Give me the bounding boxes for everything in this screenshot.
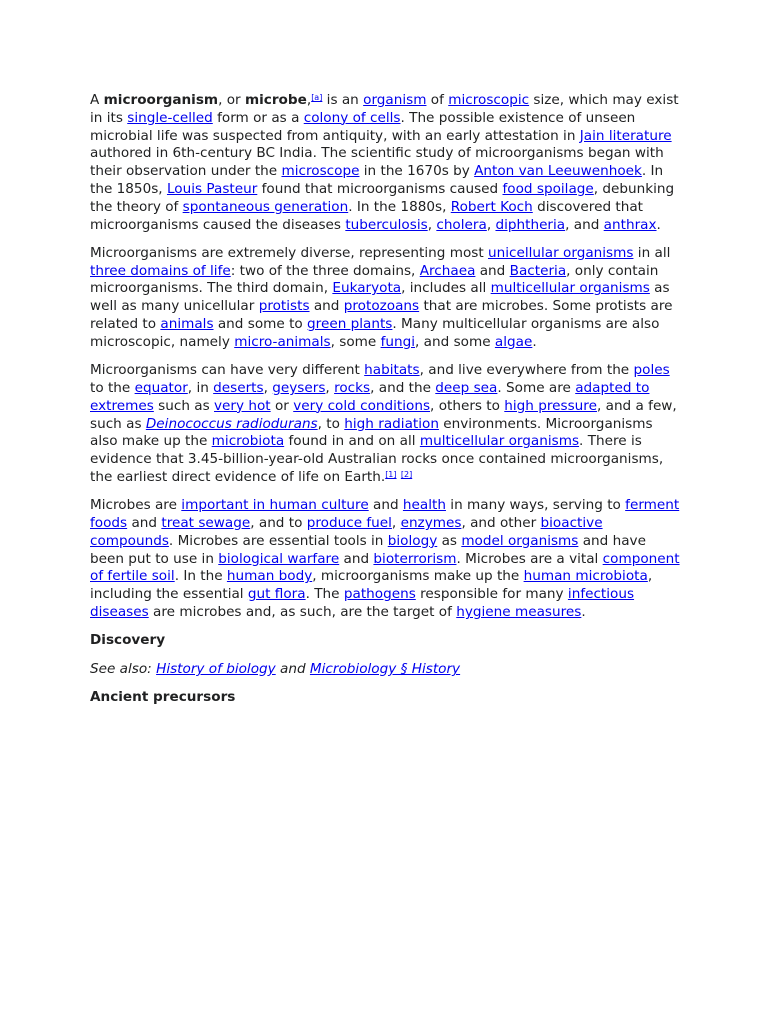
link-rocks[interactable]: rocks (334, 379, 371, 396)
text: and some to (213, 316, 308, 333)
text: , (263, 379, 273, 396)
text: and (127, 515, 162, 532)
link-fungi[interactable]: fungi (380, 333, 416, 350)
text: and have been put to use in (90, 532, 646, 567)
link-poles[interactable]: poles (633, 362, 670, 379)
link-microscope[interactable]: microscope (281, 163, 360, 180)
link-health[interactable]: health (402, 497, 446, 514)
text: . (532, 333, 537, 350)
link-multicellular-organisms[interactable]: multicellular organisms (490, 280, 650, 297)
text: in all (633, 244, 671, 261)
text: , (391, 515, 401, 532)
link-treat-sewage[interactable]: treat sewage (161, 515, 251, 532)
link-pathogens[interactable]: pathogens (343, 586, 416, 603)
link-unicellular-organisms[interactable]: unicellular organisms (488, 244, 634, 261)
text: . Many multicellular organisms are also microscopic, namely (90, 316, 660, 350)
text: of (426, 92, 449, 108)
link-very-cold-conditions[interactable]: very cold conditions (293, 397, 431, 414)
text: , includes all (401, 280, 491, 297)
link-algae[interactable]: algae (494, 333, 533, 350)
link-diphtheria[interactable]: diphtheria (495, 216, 566, 233)
text: size, which may exist in its (90, 92, 679, 126)
link-anton-van-leeuwenhoek[interactable]: Anton van Leeuwenhoek (474, 163, 642, 180)
link-hygiene-measures[interactable]: hygiene measures (456, 604, 582, 621)
link-colony-of-cells[interactable]: colony of cells (303, 109, 401, 126)
link-history-of-biology[interactable]: History of biology (156, 661, 276, 678)
link-high-radiation[interactable]: high radiation (344, 415, 439, 432)
link-three-domains-of-life[interactable]: three domains of life (90, 262, 231, 279)
link-very-hot[interactable]: very hot (214, 397, 271, 414)
text: and (275, 661, 310, 678)
link-bacteria[interactable]: Bacteria (509, 262, 567, 279)
text: , (306, 92, 312, 108)
link-microbiology-history[interactable]: Microbiology § History (309, 661, 461, 678)
text: environments. Microorganisms also make up the (90, 415, 653, 450)
link-deep-sea[interactable]: deep sea (435, 379, 498, 396)
link-bioterrorism[interactable]: bioterrorism (373, 550, 457, 567)
text: , some (330, 333, 381, 350)
link-adapted-to-extremes[interactable]: adapted to extremes (90, 379, 650, 414)
link-bioactive-compounds[interactable]: bioactive compounds (90, 515, 603, 549)
text: in the 1670s by (359, 163, 475, 180)
paragraph-habitats (90, 362, 682, 487)
text: found in and on all (284, 433, 420, 450)
link-component-of-fertile-soil[interactable]: component of fertile soil (90, 550, 680, 585)
link-produce-fuel[interactable]: produce fuel (306, 515, 392, 532)
link-important-in-human-culture[interactable]: important in human culture (181, 497, 369, 514)
link-multicellular-organisms[interactable]: multicellular organisms (419, 433, 580, 450)
text: , (486, 216, 496, 233)
link-robert-koch[interactable]: Robert Koch (450, 198, 533, 215)
citation-1-link[interactable]: [1] (385, 469, 397, 479)
link-animals[interactable]: animals (160, 316, 214, 333)
link-deinococcus-radiodurans[interactable]: Deinococcus radiodurans (145, 415, 318, 432)
paragraph-diversity (90, 245, 682, 352)
link-biological-warfare[interactable]: biological warfare (218, 550, 340, 567)
link-spontaneous-generation[interactable]: spontaneous generation (182, 198, 349, 215)
text: Microbes are (90, 497, 182, 514)
text: : two of the three domains, (230, 262, 420, 279)
link-micro-animals[interactable]: micro-animals (234, 333, 331, 350)
link-archaea[interactable]: Archaea (419, 262, 476, 279)
link-ferment-foods[interactable]: ferment foods (90, 497, 680, 532)
text: , and live everywhere from the (419, 362, 634, 379)
link-microbiota[interactable]: microbiota (211, 433, 285, 450)
link-green-plants[interactable]: green plants (307, 316, 393, 333)
link-louis-pasteur[interactable]: Louis Pasteur (166, 180, 258, 197)
text: that are microbes. Some protists are related to (90, 298, 673, 333)
link-protozoans[interactable]: protozoans (343, 298, 420, 315)
footnote-a-link[interactable]: [a] (311, 93, 323, 102)
text: , and a few, such as (90, 397, 677, 432)
article-body (90, 92, 682, 718)
see-also-hatnote (90, 661, 682, 679)
link-anthrax[interactable]: anthrax (603, 216, 657, 233)
text: , in (187, 379, 214, 396)
text: , and (565, 216, 604, 233)
text: , and to (250, 515, 307, 532)
text: is an (322, 92, 364, 108)
text: as (437, 532, 462, 549)
citation-2-link[interactable]: [2] (400, 469, 413, 479)
text: . Microbes are essential tools in (168, 532, 388, 549)
text: Microorganisms can have very different (90, 362, 365, 379)
term-microorganism: microorganism (103, 92, 219, 108)
text: discovered that microorganisms caused the diseases (90, 198, 643, 233)
link-habitats[interactable]: habitats (364, 362, 420, 379)
text: are microbes and, as such, are the target of (148, 604, 457, 621)
text: authored in 6th-century BC India. The scientific study of microorganisms began with their observation under the (90, 145, 664, 180)
link-single-celled[interactable]: single-celled (127, 109, 213, 126)
text: form or as a (212, 109, 304, 126)
text: found that microorganisms caused (257, 180, 503, 197)
text: and (368, 497, 403, 514)
heading-ancient-precursors: Ancient precursors (90, 689, 236, 706)
paragraph-human-culture (90, 497, 682, 622)
text: . In the 1880s, (348, 198, 451, 215)
link-model-organisms[interactable]: model organisms (461, 532, 579, 549)
link-organism[interactable]: organism (363, 92, 427, 108)
text: , including the essential (90, 568, 653, 603)
text: , to (317, 415, 345, 432)
link-eukaryota[interactable]: Eukaryota (332, 280, 402, 297)
text: . Microbes are a vital (456, 550, 603, 567)
paragraph-intro (90, 92, 682, 234)
text: , microorganisms make up the (312, 568, 524, 585)
link-human-body[interactable]: human body (226, 568, 313, 585)
text: , others to (430, 397, 505, 414)
link-geysers[interactable]: geysers (272, 379, 326, 396)
text: , only contain microorganisms. The third domain, (90, 262, 659, 297)
link-cholera[interactable]: cholera (436, 216, 487, 233)
text: . In the 1850s, (90, 163, 664, 197)
link-infectious-diseases[interactable]: infectious diseases (90, 586, 635, 621)
text: in many ways, serving to (445, 497, 626, 514)
term-microbe: microbe (244, 92, 307, 108)
text: . There is evidence that 3.45-billion-year-old Australian rocks once contained microorganisms, the earliest direct evidence of life on Earth. (90, 433, 664, 485)
link-human-microbiota[interactable]: human microbiota (523, 568, 648, 585)
text: . The (305, 586, 344, 603)
link-jain-literature[interactable]: Jain literature (579, 127, 672, 144)
text: , and the (370, 379, 436, 396)
text: . In the (174, 568, 227, 585)
text: or (270, 397, 294, 414)
text: and (339, 550, 374, 567)
text: . (656, 216, 661, 233)
text: . Some are (497, 379, 576, 396)
text: and (475, 262, 510, 279)
text: , and some (415, 333, 495, 350)
link-enzymes[interactable]: enzymes (400, 515, 462, 532)
text: , (325, 379, 335, 396)
link-food-spoilage[interactable]: food spoilage (502, 180, 594, 197)
link-tuberculosis[interactable]: tuberculosis (345, 216, 428, 233)
text: , debunking the theory of (90, 180, 675, 215)
hatnote-prefix: See also: (90, 661, 157, 678)
text: , or (218, 92, 245, 108)
text: . (581, 604, 586, 621)
text: and (309, 298, 344, 315)
link-protists[interactable]: protists (258, 298, 310, 315)
link-biology[interactable]: biology (387, 532, 438, 549)
link-equator[interactable]: equator (134, 379, 188, 396)
link-high-pressure[interactable]: high pressure (504, 397, 597, 414)
link-microscopic[interactable]: microscopic (448, 92, 530, 108)
text: , and other (461, 515, 541, 532)
text: A (90, 92, 104, 108)
text: to the (90, 379, 135, 396)
text: . The possible existence of unseen microbial life was suspected from antiquity, with an early attestation in (90, 109, 636, 144)
link-gut-flora[interactable]: gut flora (247, 586, 306, 603)
text: , (427, 216, 437, 233)
text: as well as many unicellular (90, 280, 670, 315)
heading-discovery: Discovery (90, 632, 166, 649)
text: Microorganisms are extremely diverse, representing most (90, 244, 488, 261)
link-deserts[interactable]: deserts (213, 379, 264, 396)
text: such as (153, 397, 215, 414)
text: responsible for many (415, 586, 568, 603)
